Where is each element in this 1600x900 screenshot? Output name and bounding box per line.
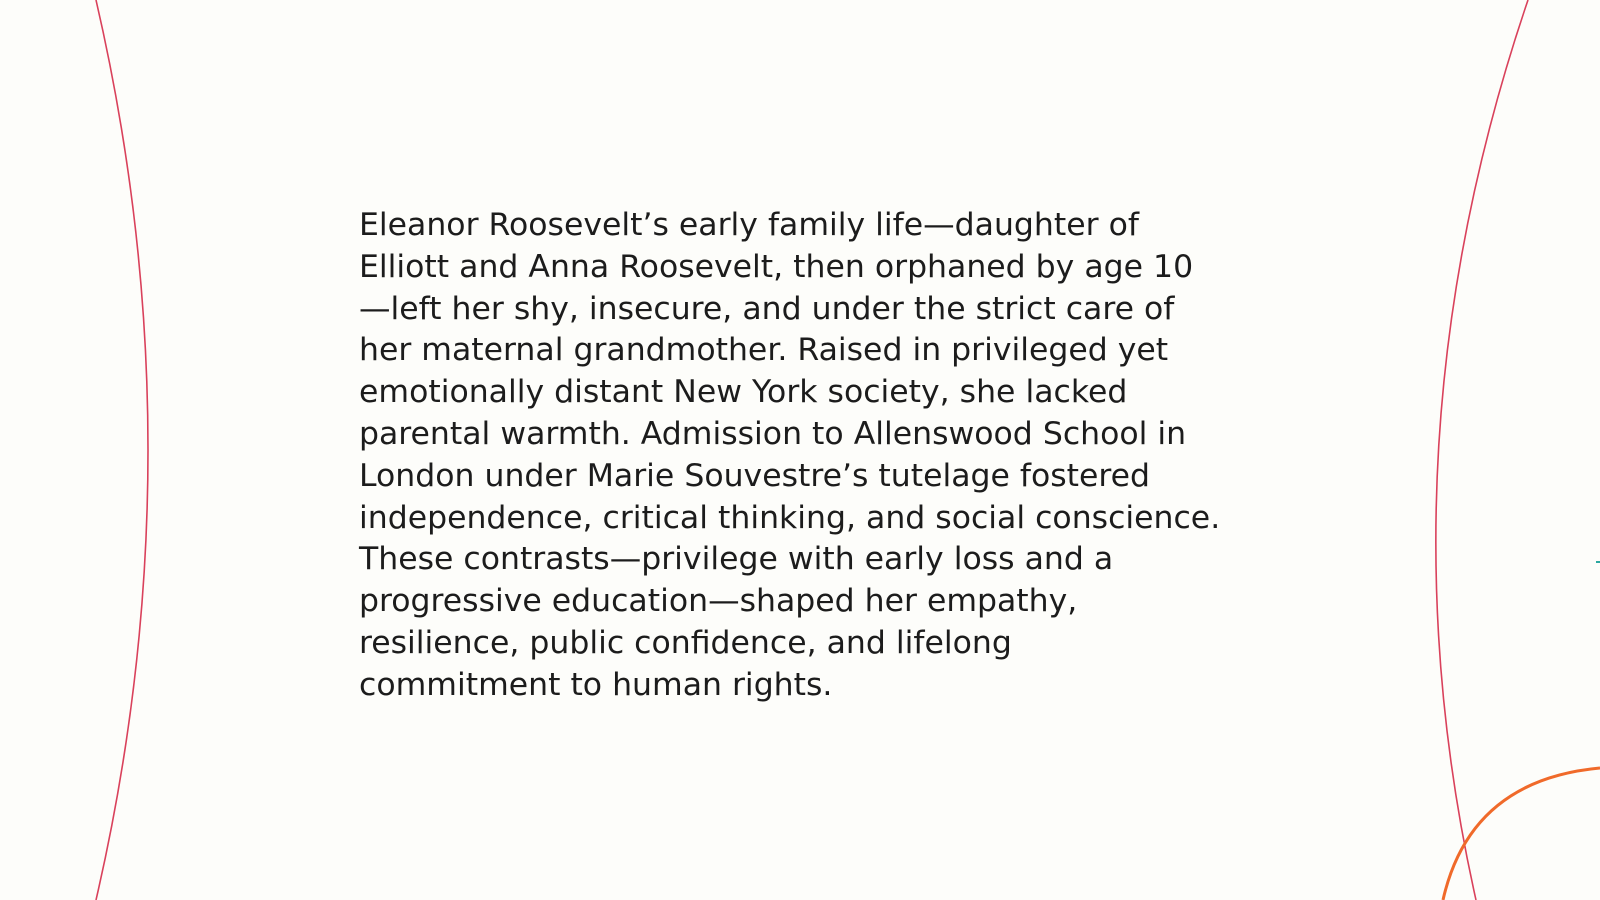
paragraph-line: commitment to human rights. [359, 666, 833, 703]
paragraph-line: London under Marie Souvestre’s tutelage fostered [359, 457, 1151, 494]
right-arc-decoration [1436, 0, 1528, 900]
paragraph-line: —left her shy, insecure, and under the strict care of [359, 290, 1175, 327]
corner-arc-decoration [1443, 768, 1600, 900]
left-arc-decoration [96, 0, 148, 900]
body-paragraph [359, 205, 1259, 707]
paragraph-line: parental warmth. Admission to Allenswood School in [359, 415, 1187, 452]
paragraph-line: These contrasts—privilege with early loss and a [359, 541, 1114, 578]
paragraph-line: Eleanor Roosevelt’s early family life—daughter of [359, 207, 1139, 243]
paragraph-line: resilience, public confidence, and lifelong [359, 624, 1012, 661]
paragraph-line: independence, critical thinking, and social conscience. [359, 499, 1221, 536]
paragraph-line: progressive education—shaped her empathy, [359, 583, 1078, 620]
paragraph-line: her maternal grandmother. Raised in privileged yet [359, 332, 1169, 369]
paragraph-line: emotionally distant New York society, she lacked [359, 374, 1128, 411]
paragraph-line: Elliott and Anna Roosevelt, then orphaned by age 10 [359, 248, 1194, 285]
